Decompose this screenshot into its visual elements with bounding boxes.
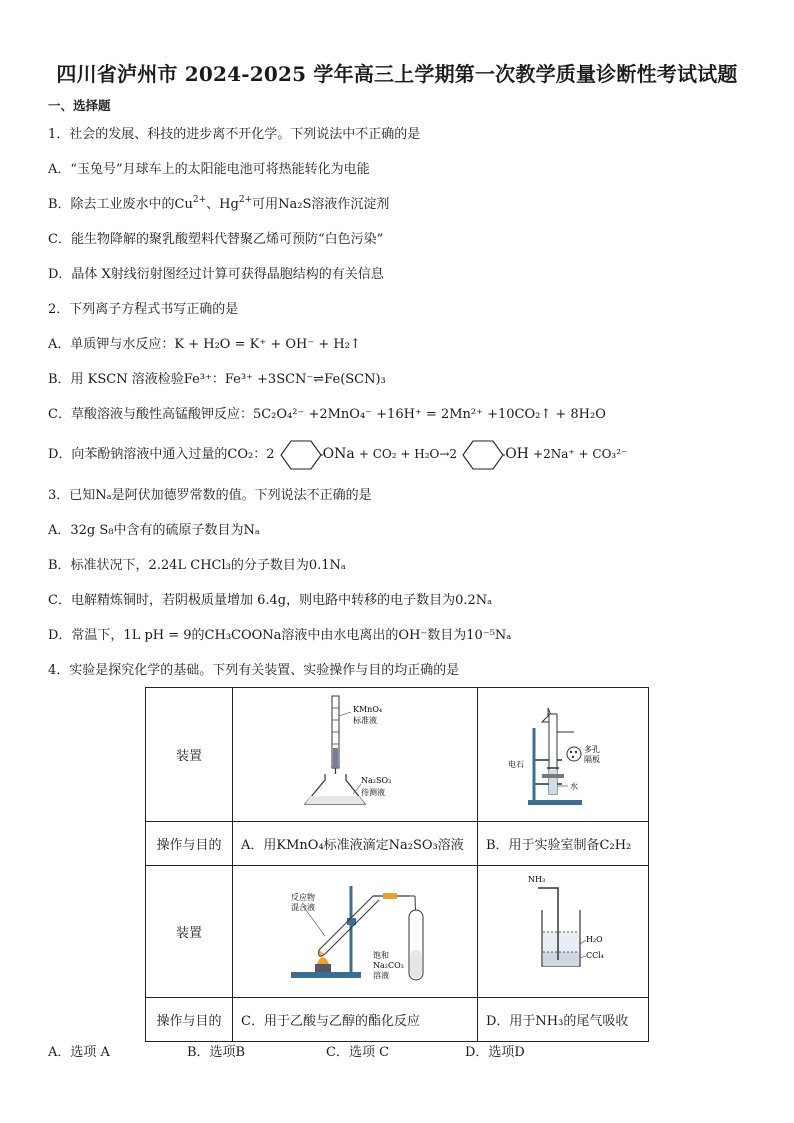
section-heading: 一、选择题 bbox=[48, 98, 111, 113]
fig-b-label-1: 多孔 bbox=[584, 745, 600, 754]
benzene-ring-icon bbox=[279, 438, 323, 472]
q4-answer-options bbox=[48, 1044, 604, 1062]
q2-option-a: A．单质钾与水反应：K + H₂O = K⁺ + OH⁻ + H₂↑ bbox=[48, 337, 361, 352]
q1-option-a: A．“玉兔号”月球车上的太阳能电池可将热能转化为电能 bbox=[48, 162, 370, 177]
q1-b-mid: 、Hg bbox=[206, 197, 239, 212]
apparatus-label-2: 装置 bbox=[146, 866, 233, 998]
fig-b-label-2: 隔板 bbox=[584, 755, 600, 764]
fig-c-label-4: Na₂CO₃ bbox=[373, 961, 404, 970]
benzene-ring-icon bbox=[461, 438, 505, 472]
fig-c-label-5: 溶液 bbox=[373, 971, 389, 980]
q3-stem: 3．已知Nₐ是阿伏加德罗常数的值。下列说法不正确的是 bbox=[48, 488, 372, 503]
fig-d-label-3: CCl₄ bbox=[586, 951, 605, 960]
q2-option-c: C．草酸溶液与酸性高锰酸钾反应：5C₂O₄²⁻ +2MnO₄⁻ +16H⁺ = 2Mn²⁺ +10CO₂↑ + 8H₂O bbox=[48, 407, 606, 422]
q1-option-c: C．能生物降解的聚乳酸塑料代替聚乙烯可预防“白色污染” bbox=[48, 232, 384, 247]
answer-option-b[interactable]: B．选项B bbox=[187, 1045, 246, 1060]
fig-a-label-3: Na₂SO₃ bbox=[361, 776, 392, 785]
answer-option-d[interactable]: D．选项D bbox=[465, 1045, 525, 1060]
q4-stem: 4．实验是探究化学的基础。下列有关装置、实验操作与目的均正确的是 bbox=[48, 663, 460, 678]
q1-b-pre: B．除去工业废水中的Cu bbox=[48, 197, 193, 212]
q3-option-c: C．电解精炼铜时，若阴极质量增加 6.4g，则电路中转移的电子数目为0.2Nₐ bbox=[48, 593, 493, 608]
q2-d-ona: ONa bbox=[322, 446, 355, 462]
answer-option-a[interactable]: A．选项 A bbox=[48, 1045, 110, 1060]
fig-a-label-1: KMnO₄ bbox=[353, 705, 383, 714]
q2-stem: 2．下列离子方程式书写正确的是 bbox=[48, 302, 239, 317]
q2-d-mid: + CO₂ + H₂O→2 bbox=[358, 447, 458, 461]
fig-d-label-1: NH₃ bbox=[528, 875, 546, 884]
fig-c-label-3: 饱和 bbox=[373, 951, 389, 960]
operation-label-2: 操作与目的 bbox=[146, 998, 233, 1042]
ammonia-absorption-figure bbox=[478, 866, 648, 993]
q1-option-b bbox=[48, 196, 389, 214]
experiment-table bbox=[145, 687, 649, 1042]
acetylene-apparatus-figure bbox=[478, 688, 648, 817]
figure-c-cell bbox=[233, 866, 478, 998]
q2-option-b: B．用 KSCN 溶液检验Fe³⁺：Fe³⁺ +3SCN⁻⇌Fe(SCN)₃ bbox=[48, 372, 386, 387]
q2-d-oh: OH bbox=[505, 446, 529, 462]
fig-c-label-1: 反应物 bbox=[291, 893, 315, 902]
q3-option-d: D．常温下，1L pH = 9的CH₃COONa溶液中由水电离出的OH⁻数目为10⁻⁵Nₐ bbox=[48, 628, 512, 643]
fig-c-label-2: 混合液 bbox=[291, 903, 315, 912]
option-d-text: D．用于NH₃的尾气吸收 bbox=[478, 998, 649, 1042]
titration-figure bbox=[233, 688, 477, 817]
fig-a-label-4: 待测液 bbox=[361, 788, 385, 797]
page-title: 四川省泸州市 2024-2025 学年高三上学期第一次教学质量诊断性考试试题 bbox=[56, 62, 738, 86]
fig-d-label-2: H₂O bbox=[586, 935, 603, 944]
fig-b-label-4: 水 bbox=[570, 782, 578, 791]
q2-d-post: +2Na⁺ + CO₃²⁻ bbox=[533, 447, 628, 461]
apparatus-label: 装置 bbox=[146, 688, 233, 822]
figure-d-cell bbox=[478, 866, 649, 998]
q3-option-a: A．32g S₈中含有的硫原子数目为Nₐ bbox=[48, 523, 260, 538]
q1-option-d: D．晶体 X射线衍射图经过计算可获得晶胞结构的有关信息 bbox=[48, 267, 384, 282]
esterification-figure bbox=[233, 866, 477, 993]
option-c-text: C．用于乙酸与乙醇的酯化反应 bbox=[233, 998, 478, 1042]
fig-b-label-3: 电石 bbox=[508, 760, 524, 769]
fig-a-label-2: 标准液 bbox=[353, 716, 377, 725]
q1-stem: 1．社会的发展、科技的进步离不开化学。下列说法中不正确的是 bbox=[48, 127, 421, 142]
q1-b-sup2: 2+ bbox=[238, 195, 253, 205]
figure-a-cell bbox=[233, 688, 478, 822]
operation-label: 操作与目的 bbox=[146, 822, 233, 866]
answer-option-c[interactable]: C．选项 C bbox=[326, 1045, 390, 1060]
q1-b-post: 可用Na₂S溶液作沉淀剂 bbox=[252, 197, 390, 212]
q2-d-pre: D．向苯酚钠溶液中通入过量的CO₂：2 bbox=[48, 447, 275, 462]
q3-option-b: B．标准状况下，2.24L CHCl₃的分子数目为0.1Nₐ bbox=[48, 558, 346, 573]
q2-option-d bbox=[48, 437, 627, 472]
option-a-text: A．用KMnO₄标准液滴定Na₂SO₃溶液 bbox=[233, 822, 478, 866]
option-b-text: B．用于实验室制备C₂H₂ bbox=[478, 822, 649, 866]
q1-b-sup1: 2+ bbox=[192, 195, 207, 205]
figure-b-cell bbox=[478, 688, 649, 822]
